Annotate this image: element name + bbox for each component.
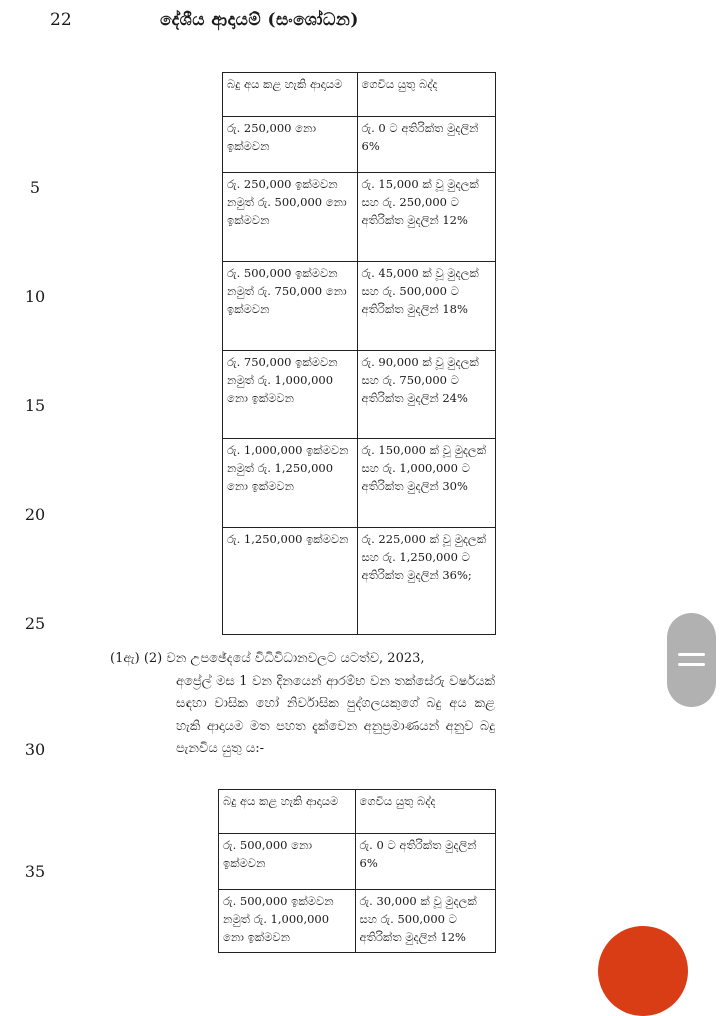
page-title: දේශීය ආදායම් (සංශෝධන) — [160, 10, 359, 30]
table-row — [223, 351, 496, 439]
paragraph-body: අප්‍රේල් මස 1 වන දිනයෙන් ආරම්භ වන තක්සේරු වර්ෂයක් සඳහා වාසික හෝ නිර්වාසික පුද්ගලයකුගේ බදු අය කළ හැකි ආදායම මත පහත දැක්වෙන අනුප්‍රමාණයන් අනුව බදු පැනවිය යුතු ය:- — [176, 673, 495, 757]
table-row — [223, 262, 496, 351]
tax-payable-cell: රු. 225,000 ක් වූ මුදලක් සහ රු. 1,250,000 ට අතිරික්ත මුදලින් 36%; — [357, 528, 496, 635]
tax-payable-cell: රු. 15,000 ක් වූ මුදලක් සහ රු. 250,000 ට අතිරික්ත මුදලින් 12% — [357, 173, 496, 262]
income-range-cell: රු. 1,000,000 ඉක්මවන නමුත් රු. 1,250,000 නො ඉක්මවන — [223, 439, 358, 528]
income-range-cell: රු. 500,000 ඉක්මවන නමුත් රු. 750,000 නො ඉක්මවන — [223, 262, 358, 351]
table-row — [223, 439, 496, 528]
paragraph-label: (1ඇ) (2) — [110, 651, 163, 666]
tax-payable-cell: රු. 30,000 ක් වූ මුදලක් සහ රු. 500,000 ට අතිරික්ත මුදලින් 12% — [355, 890, 495, 953]
line-number: 15 — [24, 396, 46, 415]
table-row — [223, 117, 496, 173]
table-row — [219, 890, 496, 953]
floating-action-button[interactable] — [598, 926, 688, 1016]
table-row — [223, 173, 496, 262]
tax-payable-cell: රු. 45,000 ක් වූ මුදලක් සහ රු. 500,000 ට අතිරික්ත මුදලින් 18% — [357, 262, 496, 351]
tax-payable-cell: රු. 150,000 ක් වූ මුදලක් සහ රු. 1,000,000 ට අතිරික්ත මුදලින් 30% — [357, 439, 496, 528]
line-number: 10 — [24, 287, 46, 306]
income-range-cell: රු. 250,000 ඉක්මවන නමුත් රු. 500,000 නො ඉක්මවන — [223, 173, 358, 262]
tax-payable-cell: රු. 0 ට අතිරික්ත මුදලින් 6% — [355, 834, 495, 890]
table-row — [223, 528, 496, 635]
income-range-cell: රු. 500,000 නො ඉක්මවන — [219, 834, 356, 890]
income-range-cell: රු. 500,000 ඉක්මවන නමුත් රු. 1,000,000 නො ඉක්මවන — [219, 890, 356, 953]
tax-rate-table-2 — [218, 789, 496, 953]
income-range-cell: රු. 1,250,000 ඉක්මවන — [223, 528, 358, 635]
line-number: 30 — [24, 740, 46, 759]
line-number: 20 — [24, 505, 46, 524]
column-header: බදු අය කළ හැකි ආදායම — [223, 73, 358, 117]
column-header: ගෙවිය යුතු බද්ද — [355, 790, 495, 834]
tax-payable-cell: රු. 0 ට අතිරික්ත මුදලින් 6% — [357, 117, 496, 173]
line-number: 35 — [24, 862, 46, 881]
tax-rate-table-1 — [222, 72, 496, 635]
table-row — [219, 834, 496, 890]
column-header: ගෙවිය යුතු බද්ද — [357, 73, 496, 117]
scroll-handle[interactable] — [667, 613, 716, 707]
income-range-cell: රු. 750,000 ඉක්මවන නමුත් රු. 1,000,000 නො ඉක්මවන — [223, 351, 358, 439]
handle-grip-icon — [678, 663, 705, 666]
page-number: 22 — [50, 10, 72, 30]
handle-grip-icon — [678, 653, 705, 656]
paragraph-first-line: වන උපඡේදයේ විධිවිධානවලට යටත්ව, 2023, — [166, 651, 425, 666]
table-header-row — [219, 790, 496, 834]
line-number: 25 — [24, 614, 46, 633]
line-number: 5 — [29, 178, 41, 197]
column-header: බදු අය කළ හැකි ආදායම — [219, 790, 356, 834]
amendment-paragraph — [110, 648, 495, 761]
table-header-row — [223, 73, 496, 117]
tax-payable-cell: රු. 90,000 ක් වූ මුදලක් සහ රු. 750,000 ට අතිරික්ත මුදලින් 24% — [357, 351, 496, 439]
income-range-cell: රු. 250,000 නො ඉක්මවන — [223, 117, 358, 173]
